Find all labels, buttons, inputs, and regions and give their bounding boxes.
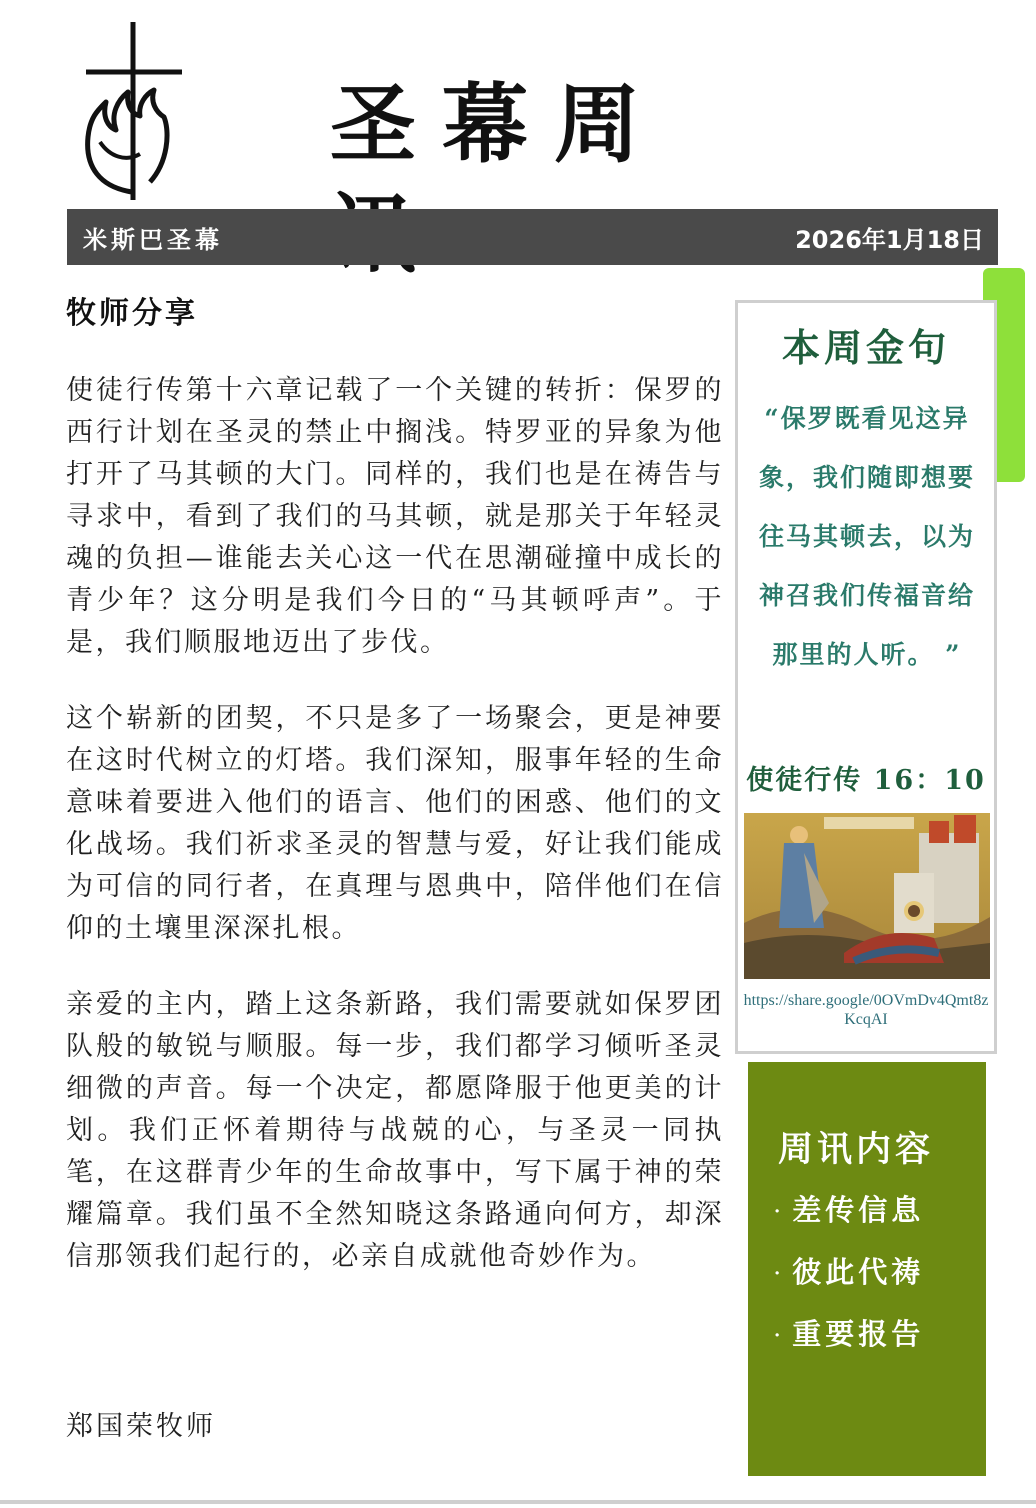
contents-box	[748, 1062, 986, 1476]
verse-text: “保罗既看见这异象，我们随即想要往马其顿去，以为神召我们传福音给那里的人听。 ”	[758, 404, 975, 669]
cross-flame-icon	[80, 22, 185, 200]
church-name: 米斯巴圣幕	[83, 225, 223, 254]
image-source-link[interactable]: https://share.google/0OVmDv4Qmt8zKcqAI	[743, 992, 989, 1028]
contents-item-label: 彼此代祷	[792, 1255, 925, 1289]
weekly-verse-box	[735, 300, 997, 1054]
contents-item-label: 差传信息	[792, 1193, 925, 1227]
paul-vision-icon-painting	[744, 813, 990, 979]
article-paragraph: 亲爱的主内，踏上这条新路，我们需要就如保罗团队般的敏锐与顺服。每一步，我们都学习倾听圣灵细微的声音。每一个决定，都愿降服于他更美的计划。我们正怀着期待与战兢的心，与圣灵一同执笔，在这群青少年的生命故事中，写下属于神的荣耀篇章。我们虽不全然知晓这条路通向何方，却深信那领我们起行的，必亲自成就他奇妙作为。	[66, 989, 724, 1272]
verse-title: 本周金句	[781, 325, 950, 370]
contents-item-label: 重要报告	[792, 1317, 925, 1351]
contents-title: 周讯内容	[778, 1129, 935, 1170]
issue-date: 2026年1月18日	[795, 225, 984, 254]
article-paragraph: 这个崭新的团契，不只是多了一场聚会，更是神要在这时代树立的灯塔。我们深知，服事年轻的生命意味着要进入他们的语言、他们的困惑、他们的文化战场。我们祈求圣灵的智慧与爱，好让我们能成为可信的同行者，在真理与恩典中，陪伴他们在信仰的土壤里深深扎根。	[66, 703, 724, 944]
verse-reference: 使徒行传 16：10	[746, 765, 986, 796]
header-banner	[67, 209, 998, 265]
article-heading: 牧师分享	[66, 296, 198, 331]
masthead-title: 圣幕周	[330, 74, 666, 175]
contents-item[interactable]	[774, 1314, 924, 1376]
bullet-icon: ·	[774, 1263, 785, 1284]
article-paragraph: 使徒行传第十六章记载了一个关键的转折：保罗的西行计划在圣灵的禁止中搁浅。特罗亚的异象为他打开了马其顿的大门。同样的，我们也是在祷告与寻求中，看到了我们的马其顿，就是那关于年轻灵魂的负担—谁能去关心这一代在思潮碰撞中成长的青少年？这分明是我们今日的“马其顿呼声”。于是，我们顺服地迈出了步伐。	[66, 375, 724, 658]
contents-item[interactable]	[774, 1252, 924, 1314]
contents-list	[774, 1190, 924, 1376]
pastor-article	[66, 370, 724, 1312]
page-divider	[0, 1500, 1036, 1504]
bullet-icon: ·	[774, 1325, 785, 1346]
pastor-signature: 郑国荣牧师	[66, 1411, 216, 1442]
contents-item[interactable]	[774, 1190, 924, 1252]
bullet-icon: ·	[774, 1201, 785, 1222]
